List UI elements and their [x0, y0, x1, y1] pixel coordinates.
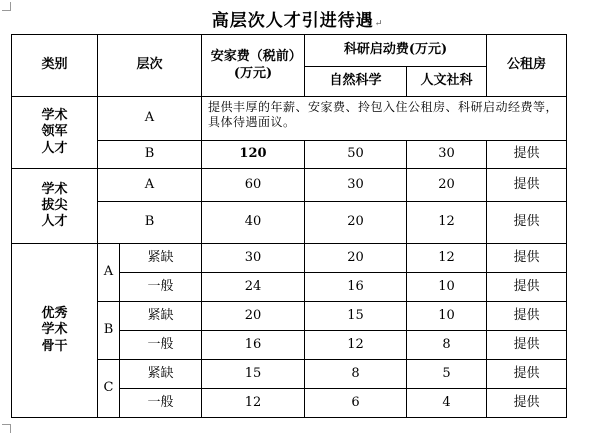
- natural-science-cell: 16: [305, 273, 407, 302]
- humanities-cell: 10: [407, 302, 487, 331]
- paragraph-mark: ↵: [374, 19, 384, 29]
- table-row: [12, 97, 567, 141]
- sublevel-cell: 一般: [120, 273, 202, 302]
- level-cell: B: [98, 302, 120, 360]
- category-cell: [12, 244, 98, 418]
- natural-science-cell: 20: [305, 202, 407, 244]
- natural-science-cell: 15: [305, 302, 407, 331]
- natural-science-cell: 6: [305, 389, 407, 418]
- settle-fee-cell: 60: [202, 169, 305, 202]
- header-research-fee: 科研启动费(万元): [305, 35, 487, 67]
- document-title: [0, 6, 595, 31]
- housing-cell: 提供: [487, 244, 567, 273]
- housing-cell: 提供: [487, 141, 567, 169]
- sublevel-cell: 紧缺: [120, 244, 202, 273]
- category-text: 学术拔尖人才: [41, 181, 68, 230]
- sublevel-cell: 一般: [120, 331, 202, 360]
- header-settle-fee: [202, 35, 305, 97]
- humanities-cell: 12: [407, 244, 487, 273]
- natural-science-cell: 12: [305, 331, 407, 360]
- settle-fee-cell: 120: [202, 141, 305, 169]
- humanities-cell: 5: [407, 360, 487, 389]
- sublevel-cell: 一般: [120, 389, 202, 418]
- header-level: 层次: [98, 35, 202, 97]
- header-row: [12, 35, 567, 67]
- natural-science-cell: 50: [305, 141, 407, 169]
- housing-cell: 提供: [487, 302, 567, 331]
- header-housing: 公租房: [487, 35, 567, 97]
- settle-fee-cell: 30: [202, 244, 305, 273]
- level-cell: A: [98, 97, 202, 141]
- level-cell: A: [98, 169, 202, 202]
- settle-fee-cell: 15: [202, 360, 305, 389]
- housing-cell: 提供: [487, 202, 567, 244]
- natural-science-cell: 30: [305, 169, 407, 202]
- sublevel-cell: 紧缺: [120, 302, 202, 331]
- level-cell: B: [98, 141, 202, 169]
- humanities-cell: 4: [407, 389, 487, 418]
- settle-fee-cell: 20: [202, 302, 305, 331]
- header-humanities: 人文社科: [407, 67, 487, 97]
- housing-cell: 提供: [487, 331, 567, 360]
- table-row: [12, 244, 567, 273]
- table-row: [12, 169, 567, 202]
- sublevel-cell: 紧缺: [120, 360, 202, 389]
- settle-fee-cell: 24: [202, 273, 305, 302]
- benefits-table: [11, 34, 567, 418]
- humanities-cell: 8: [407, 331, 487, 360]
- settle-fee-cell: 16: [202, 331, 305, 360]
- housing-cell: 提供: [487, 273, 567, 302]
- natural-science-cell: 20: [305, 244, 407, 273]
- category-text: 优秀学术骨干: [41, 306, 68, 354]
- title-text: 高层次人才引进待遇: [211, 11, 374, 31]
- housing-cell: 提供: [487, 360, 567, 389]
- header-settle-fee-text: 安家费（税前）(万元): [210, 49, 296, 81]
- level-cell: A: [98, 244, 120, 302]
- header-natural-science: 自然科学: [305, 67, 407, 97]
- category-cell: [12, 169, 98, 244]
- humanities-cell: 30: [407, 141, 487, 169]
- level-cell: C: [98, 360, 120, 418]
- humanities-cell: 10: [407, 273, 487, 302]
- settle-fee-cell: 40: [202, 202, 305, 244]
- header-category: 类别: [12, 35, 98, 97]
- description-cell: 提供丰厚的年薪、安家费、拎包入住公租房、科研启动经费等，具体待遇面议。: [202, 97, 567, 141]
- natural-science-cell: 8: [305, 360, 407, 389]
- category-text: 学术领军人才: [41, 108, 68, 156]
- settle-fee-cell: 12: [202, 389, 305, 418]
- humanities-cell: 20: [407, 169, 487, 202]
- level-cell: B: [98, 202, 202, 244]
- category-cell: [12, 97, 98, 169]
- page-corner-mark: [2, 424, 11, 433]
- humanities-cell: 12: [407, 202, 487, 244]
- housing-cell: 提供: [487, 169, 567, 202]
- housing-cell: 提供: [487, 389, 567, 418]
